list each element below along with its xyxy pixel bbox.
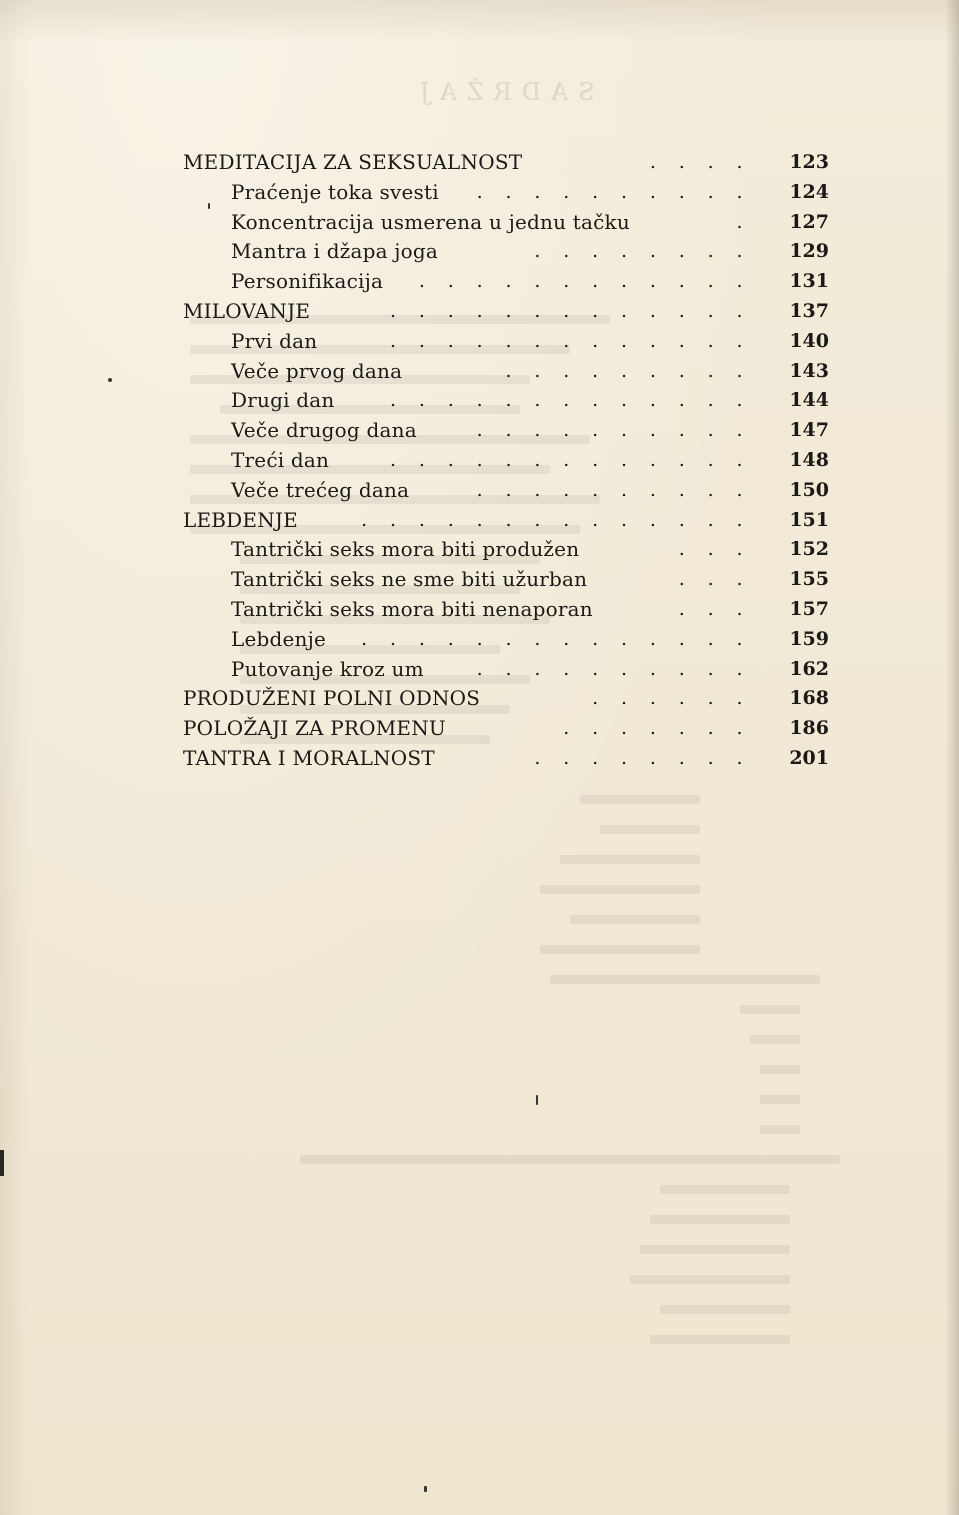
page-right-shadow [945,0,959,1515]
toc-leader-dots: . . . . . . . [563,717,751,740]
toc-entry-title: Prvi dan [231,328,318,353]
toc-page-number: 201 [789,746,829,769]
toc-leader-dots: . . . . . . . . . . . . . [390,299,751,322]
toc-page-number: 143 [789,359,829,382]
toc-page-number: 140 [789,329,829,352]
toc-section [183,446,829,476]
toc-entry-title: Lebdenje [231,626,327,651]
toc-section [183,655,829,685]
toc-entry-title: MEDITACIJA ZA SEKSUALNOST [183,150,523,174]
toc-leader-dots: . . . . . . . . [534,240,751,263]
toc-leader-dots: . [736,210,751,233]
toc-section [183,476,829,506]
toc-page-number: 123 [789,151,829,173]
table-of-contents [183,148,829,774]
toc-section [183,625,829,655]
toc-section [183,327,829,357]
toc-chapter [183,714,829,744]
toc-page-number: 162 [789,657,829,680]
toc-section [183,237,829,267]
toc-chapter [183,148,829,178]
toc-page-number: 124 [789,180,829,203]
toc-entry-title: MILOVANJE [183,298,311,323]
toc-entry-title: Putovanje kroz um [231,656,424,681]
toc-entry-title: Tantrički seks mora biti nenaporan [231,596,593,621]
toc-entry-title: Koncentracija usmerena u jednu tačku [231,209,630,234]
toc-leader-dots: . . . . . . . . . . . . . [390,448,751,471]
toc-entry-title: Mantra i džapa joga [231,239,439,264]
toc-page-number: 144 [789,389,829,412]
toc-chapter [183,297,829,327]
toc-section [183,595,829,625]
toc-leader-dots: . . . . . . . . . . . . . . [361,627,751,650]
toc-section [183,208,829,238]
toc-section [183,565,829,595]
toc-page-number: 157 [789,597,829,620]
toc-section [183,178,829,208]
toc-leader-dots: . . . . . . . . . . [476,657,751,680]
toc-leader-dots: . . . . . . [592,687,751,710]
toc-entry-title: POLOŽAJI ZA PROMENU [183,716,446,741]
toc-leader-dots: . . . [678,597,751,620]
toc-chapter [183,684,829,714]
toc-page-number: 137 [789,299,829,322]
toc-leader-dots: . . . . . . . . . . . . . [390,389,751,412]
toc-leader-dots: . . . . . . . . [534,746,751,769]
toc-leader-dots: . . . . . . . . . . [476,419,751,442]
toc-page-number: 148 [789,448,829,471]
toc-section [183,357,829,387]
toc-entry-title: Veče prvog dana [231,358,403,383]
toc-page-number: 151 [789,508,829,531]
toc-entry-title: Veče trećeg dana [231,477,410,502]
page-edge-mark [0,1150,4,1176]
toc-page-number: 159 [789,627,829,650]
toc-entry-title: Tantrički seks mora biti produžen [231,537,580,562]
toc-entry-title: LEBDENJE [183,507,298,532]
toc-page-number: 150 [789,478,829,501]
toc-page-number: 155 [789,568,829,591]
toc-leader-dots: . . . . [649,151,751,173]
toc-entry-title: Praćenje toka svesti [231,179,439,204]
toc-page-number: 127 [789,210,829,233]
toc-leader-dots: . . . [678,568,751,591]
toc-leader-dots: . . . . . . . . . . . . [418,270,751,293]
page-top-shadow [0,0,959,42]
toc-page-number: 168 [789,687,829,710]
toc-page-number: 186 [789,717,829,740]
toc-leader-dots: . . . . . . . . . . [476,180,751,203]
toc-entry-title: Drugi dan [231,388,335,413]
toc-section [183,535,829,565]
paper-speck [208,203,210,209]
toc-entry-title: Veče drugog dana [231,418,417,443]
toc-section [183,267,829,297]
toc-leader-dots: . . . [678,538,751,561]
toc-leader-dots: . . . . . . . . . [505,359,751,382]
paper-speck [536,1095,538,1105]
toc-page-number: 131 [789,270,829,293]
bleed-through-header: SADRŽAJ [410,78,595,106]
toc-chapter [183,744,829,774]
toc-leader-dots: . . . . . . . . . . . . . [390,329,751,352]
toc-entry-title: Personifikacija [231,269,384,294]
toc-leader-dots: . . . . . . . . . . [476,478,751,501]
toc-chapter [183,506,829,536]
toc-section [183,386,829,416]
toc-entry-title: PRODUŽENI POLNI ODNOS [183,686,481,711]
toc-leader-dots: . . . . . . . . . . . . . . [361,508,751,531]
toc-page-number: 129 [789,240,829,263]
toc-entry-title: TANTRA I MORALNOST [183,745,435,770]
toc-entry-title: Treći dan [231,447,330,472]
toc-page-number: 152 [789,538,829,561]
toc-entry-title: Tantrički seks ne sme biti užurban [231,567,588,592]
toc-page-number: 147 [789,419,829,442]
toc-section [183,416,829,446]
paper-speck [424,1486,427,1492]
paper-speck [108,378,112,382]
